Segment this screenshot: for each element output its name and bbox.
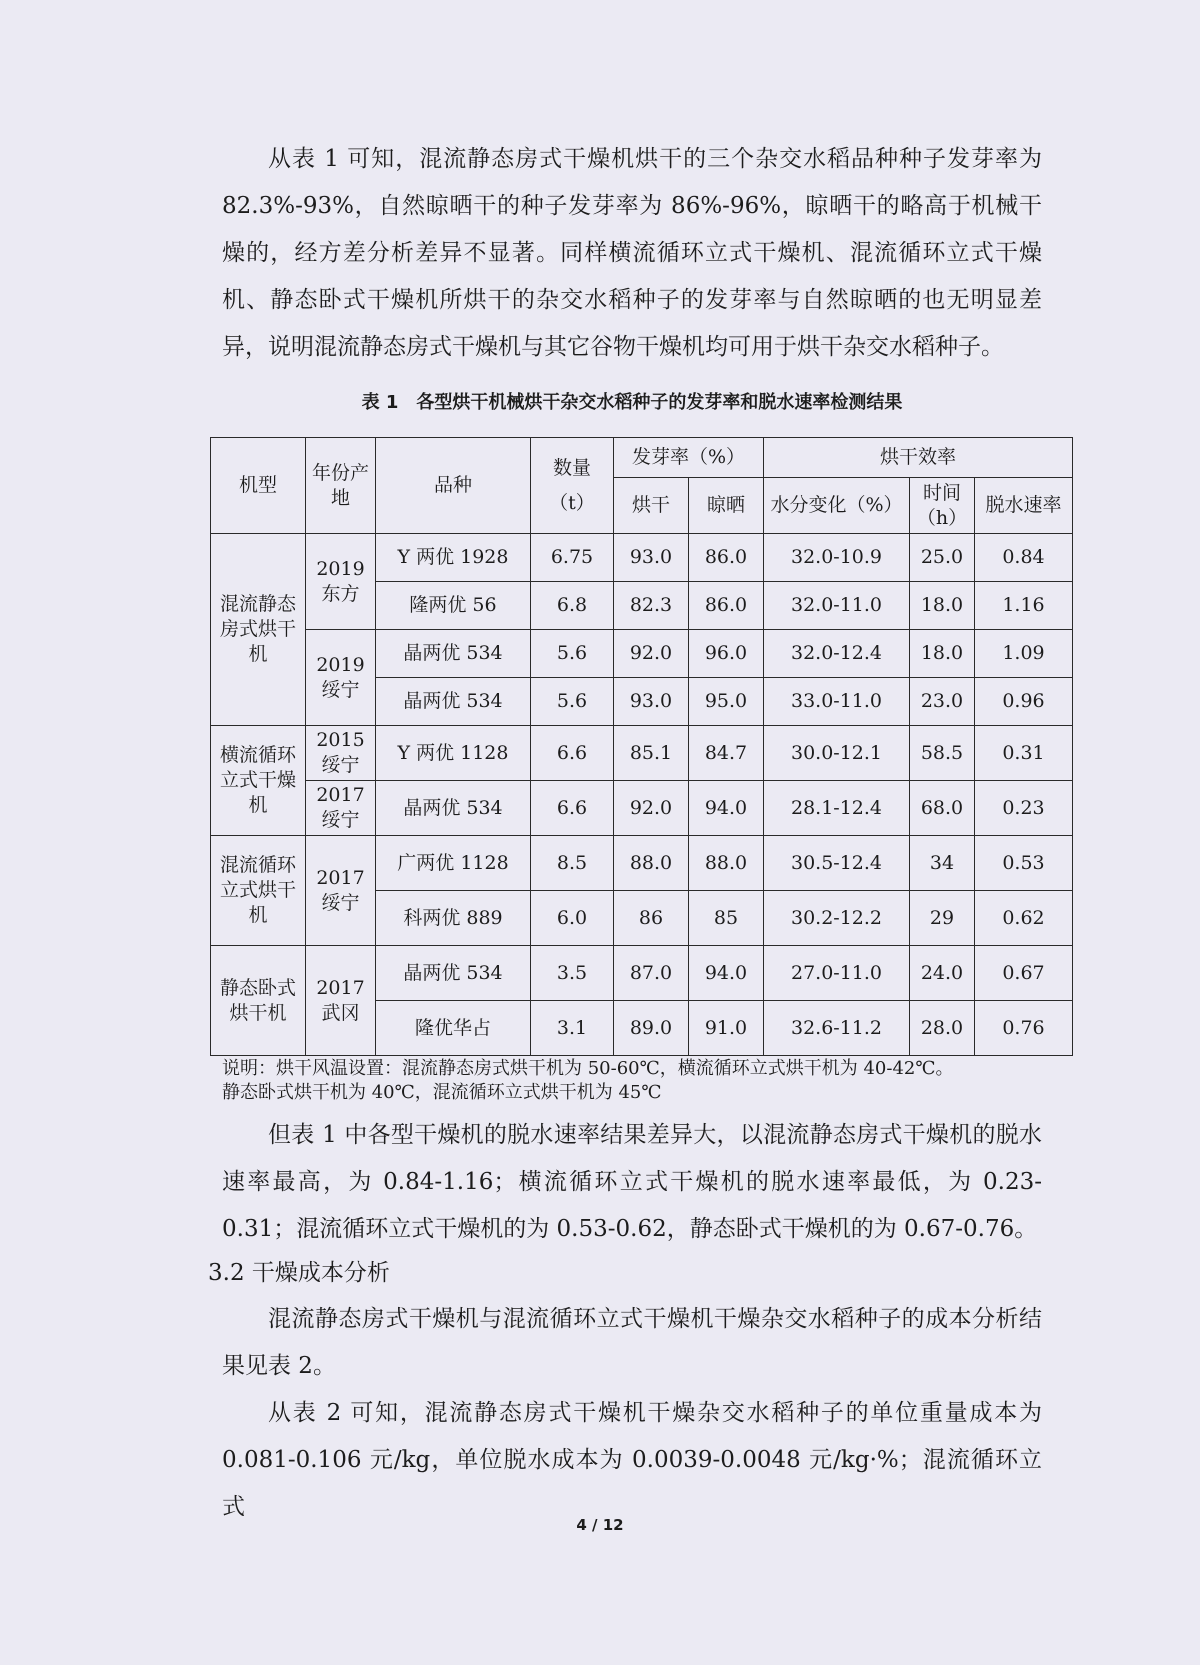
cell: 3.5: [531, 946, 614, 1001]
cell: Y 两优 1928: [376, 534, 531, 582]
cell: 92.0: [614, 781, 689, 836]
cell: 32.0-12.4: [764, 630, 910, 678]
cell: 晶两优 534: [376, 781, 531, 836]
cell: 95.0: [689, 678, 764, 726]
table-caption: 表 1 各型烘干机械烘干杂交水稻种子的发芽率和脱水速率检测结果: [361, 392, 903, 413]
table-note: [222, 1057, 1072, 1105]
cell: 0.96: [975, 678, 1073, 726]
year-place-cell: 2015绥宁: [306, 726, 376, 781]
cell: 30.5-12.4: [764, 836, 910, 891]
group-label: 混流静态房式烘干机: [211, 534, 306, 726]
cell: 27.0-11.0: [764, 946, 910, 1001]
cell: 3.1: [531, 1001, 614, 1056]
cell: 94.0: [689, 781, 764, 836]
header-moisture: 水分变化（%）: [764, 478, 910, 534]
cell: 6.0: [531, 891, 614, 946]
cell: 1.16: [975, 582, 1073, 630]
header-efficiency: 烘干效率: [764, 438, 1073, 478]
cell: 0.76: [975, 1001, 1073, 1056]
paragraph-cost-result: 从表 2 可知，混流静态房式干燥机干燥杂交水稻种子的单位重量成本为0.081-0.106 元/kg，单位脱水成本为 0.0039-0.0048 元/kg·%；混流循环立式: [222, 1400, 1042, 1520]
header-year-place: 年份产地: [306, 438, 376, 534]
cell: 92.0: [614, 630, 689, 678]
cell: 28.1-12.4: [764, 781, 910, 836]
paragraph-cost-intro: 混流静态房式干燥机与混流循环立式干燥机干燥杂交水稻种子的成本分析结果见表 2。: [222, 1306, 1042, 1379]
header-sun: 晾晒: [689, 478, 764, 534]
cell: 24.0: [910, 946, 975, 1001]
cell: 68.0: [910, 781, 975, 836]
year-place-cell: 2017武冈: [306, 946, 376, 1056]
cell: 58.5: [910, 726, 975, 781]
paragraph-germination-summary: 从表 1 可知，混流静态房式干燥机烘干的三个杂交水稻品种种子发芽率为82.3%-93%，自然晾晒干的种子发芽率为 86%-96%，晾晒干的略高于机械干燥的，经方差分析差异不显著。同样横流循环立式干燥机、混流循环立式干燥机、静态卧式干燥机所烘干的杂交水稻种子的发芽率与自然晾晒的也无明显差异，说明混流静态房式干燥机与其它谷物干燥机均可用于烘干杂交水稻种子。: [222, 146, 1042, 360]
cell: 晶两优 534: [376, 630, 531, 678]
header-variety: 品种: [376, 438, 531, 534]
cell: 85: [689, 891, 764, 946]
cell: 6.8: [531, 582, 614, 630]
cell: 6.75: [531, 534, 614, 582]
table-note-line1: 说明：烘干风温设置：混流静态房式烘干机为 50-60℃，横流循环立式烘干机为 40-42℃。: [222, 1058, 954, 1079]
cell: 91.0: [689, 1001, 764, 1056]
cell: 96.0: [689, 630, 764, 678]
cell: 科两优 889: [376, 891, 531, 946]
cell: 6.6: [531, 726, 614, 781]
cell: 86.0: [689, 582, 764, 630]
cell: 0.53: [975, 836, 1073, 891]
cell: 86.0: [689, 534, 764, 582]
cell: 88.0: [689, 836, 764, 891]
cell: 5.6: [531, 678, 614, 726]
cell: 28.0: [910, 1001, 975, 1056]
cell: Y 两优 1128: [376, 726, 531, 781]
cell: 87.0: [614, 946, 689, 1001]
cell: 29: [910, 891, 975, 946]
cell: 0.23: [975, 781, 1073, 836]
group-label: 静态卧式烘干机: [211, 946, 306, 1056]
cell: 隆两优 56: [376, 582, 531, 630]
cell: 93.0: [614, 534, 689, 582]
group-label: 横流循环立式干燥机: [211, 726, 306, 836]
cell: 0.31: [975, 726, 1073, 781]
cell: 30.0-12.1: [764, 726, 910, 781]
cell: 1.09: [975, 630, 1073, 678]
table-note-line2: 静态卧式烘干机为 40℃，混流循环立式烘干机为 45℃: [222, 1082, 662, 1103]
cell: 晶两优 534: [376, 678, 531, 726]
cell: 84.7: [689, 726, 764, 781]
cell: 8.5: [531, 836, 614, 891]
year-place-cell: 2019东方: [306, 534, 376, 630]
cell: 5.6: [531, 630, 614, 678]
cell: 隆优华占: [376, 1001, 531, 1056]
cell: 30.2-12.2: [764, 891, 910, 946]
cell: 82.3: [614, 582, 689, 630]
cell: 0.62: [975, 891, 1073, 946]
cell: 32.0-11.0: [764, 582, 910, 630]
cell: 32.0-10.9: [764, 534, 910, 582]
cell: 32.6-11.2: [764, 1001, 910, 1056]
year-place-cell: 2017绥宁: [306, 781, 376, 836]
cell: 86: [614, 891, 689, 946]
cell: 6.6: [531, 781, 614, 836]
header-dry: 烘干: [614, 478, 689, 534]
cell: 34: [910, 836, 975, 891]
cell: 晶两优 534: [376, 946, 531, 1001]
paragraph-dehydration-rate: 但表 1 中各型干燥机的脱水速率结果差异大，以混流静态房式干燥机的脱水速率最高，为 0.84-1.16；横流循环立式干燥机的脱水速率最低，为 0.23-0.31；混流循环立式干燥机的为 0.53-0.62，静态卧式干燥机的为 0.67-0.76。: [222, 1122, 1042, 1242]
year-place-cell: 2019绥宁: [306, 630, 376, 726]
cell: 94.0: [689, 946, 764, 1001]
cell: 89.0: [614, 1001, 689, 1056]
cell: 18.0: [910, 630, 975, 678]
header-quantity: [531, 438, 614, 534]
cell: 33.0-11.0: [764, 678, 910, 726]
cell: 0.67: [975, 946, 1073, 1001]
results-table: [210, 437, 1073, 1056]
header-germination: 发芽率（%）: [614, 438, 764, 478]
cell: 85.1: [614, 726, 689, 781]
header-quantity-unit: （t）: [549, 491, 595, 514]
year-place-cell: 2017绥宁: [306, 836, 376, 946]
cell: 18.0: [910, 582, 975, 630]
cell: 广两优 1128: [376, 836, 531, 891]
header-rate: 脱水速率: [975, 478, 1073, 534]
header-model: 机型: [211, 438, 306, 534]
cell: 23.0: [910, 678, 975, 726]
cell: 88.0: [614, 836, 689, 891]
page-number: 4 / 12: [576, 1516, 624, 1534]
header-time: 时间（h）: [910, 478, 975, 534]
cell: 25.0: [910, 534, 975, 582]
section-heading: 3.2 干燥成本分析: [208, 1260, 390, 1286]
header-quantity-label: 数量: [552, 456, 591, 479]
group-label: 混流循环立式烘干机: [211, 836, 306, 946]
cell: 93.0: [614, 678, 689, 726]
cell: 0.84: [975, 534, 1073, 582]
